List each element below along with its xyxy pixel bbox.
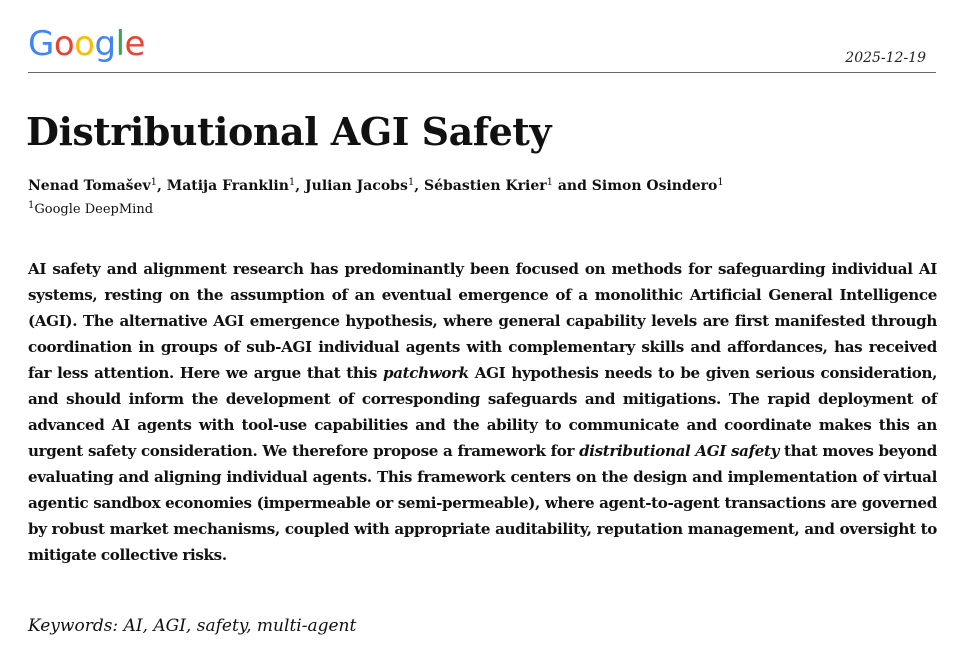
author-name: Sébastien Krier xyxy=(423,178,547,194)
author-name: Matija Franklin xyxy=(166,178,289,194)
author-name: Simon Osindero xyxy=(591,178,718,194)
keywords: Keywords: AI, AGI, safety, multi-agent xyxy=(28,616,357,636)
header-divider xyxy=(28,72,936,73)
logo-letter: l xyxy=(115,24,125,64)
author-separator: , xyxy=(156,178,167,194)
abstract-text: AGI hypothesis needs to be given serious consideration, and should inform the development of corresponding safeguards and mitigations. The rapid deployment of advanced AI agents with tool-use capabilities and the ability to communicate and coordinate makes this an urgent safety consideration. We therefore propose a framework for xyxy=(28,364,937,460)
logo-letter: e xyxy=(124,24,145,64)
affiliation xyxy=(28,201,153,219)
abstract-emphasis: patchwork xyxy=(382,364,469,382)
author-affiliation-mark: 1 xyxy=(407,177,415,188)
author-list xyxy=(28,176,724,196)
logo-letter: o xyxy=(74,24,95,64)
logo-letter: g xyxy=(94,24,116,64)
affiliation-name: Google DeepMind xyxy=(34,202,154,217)
abstract-text: that moves beyond evaluating and aligning individual agents. This framework centers on the design and implementation of virtual agentic sandbox economies (impermeable or semi-permeable), where agent-to-agent transactions are governed by robust market mechanisms, coupled with appropriate auditability, reputation management, and oversight to mitigate collective risks. xyxy=(28,442,937,564)
logo-letter: o xyxy=(53,24,75,64)
abstract xyxy=(28,256,937,568)
abstract-text: AI safety and alignment research has predominantly been focused on methods for safeguarding individual AI systems, resting on the assumption of an eventual emergence of a monolithic Artificial General Intelligence (AGI). The alternative AGI emergence hypothesis, where general capability levels are first manifested through coordination in groups of sub-AGI individual agents with complementary skills and affordances, has received far less attention. Here we argue that this xyxy=(28,260,937,382)
author-separator: , xyxy=(414,178,424,194)
publication-date: 2025-12-19 xyxy=(845,50,926,66)
google-logo xyxy=(28,22,145,66)
author-separator: and xyxy=(552,178,592,194)
author-separator: , xyxy=(295,178,306,194)
author-affiliation-mark: 1 xyxy=(717,177,724,188)
author-affiliation-mark: 1 xyxy=(150,177,157,188)
paper-title: Distributional AGI Safety xyxy=(26,109,551,154)
author-affiliation-mark: 1 xyxy=(546,177,553,188)
author-name: Julian Jacobs xyxy=(305,178,408,194)
abstract-emphasis: distributional AGI safety xyxy=(579,442,780,460)
logo-letter: G xyxy=(28,24,54,64)
affiliation-mark: 1 xyxy=(28,200,35,211)
author-affiliation-mark: 1 xyxy=(288,177,296,188)
author-name: Nenad Tomašev xyxy=(28,178,151,194)
